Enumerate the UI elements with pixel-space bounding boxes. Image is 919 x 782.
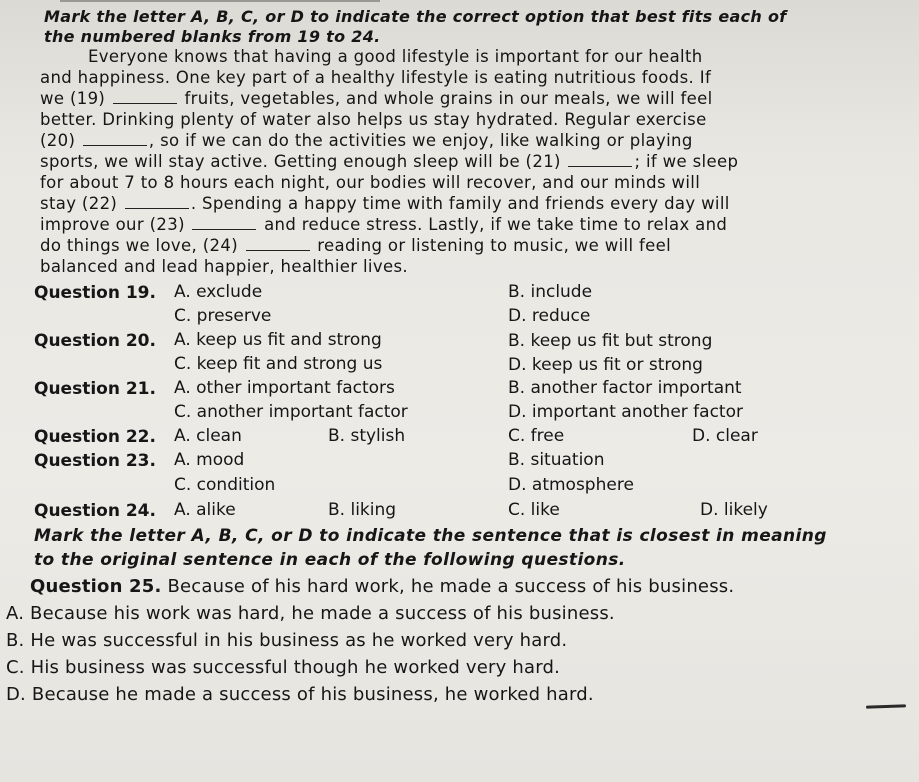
option-d[interactable]: D. reduce (508, 306, 591, 326)
option-a[interactable]: A. keep us fit and strong (174, 330, 382, 350)
passage-text: improve our (23) (40, 215, 185, 234)
passage-line (40, 89, 713, 108)
option-d[interactable]: D. clear (692, 426, 758, 446)
passage-text: sports, we will stay active. Getting enough sleep will be (21) (40, 152, 561, 171)
blank-21 (568, 165, 632, 167)
option-b[interactable]: B. liking (328, 500, 397, 520)
blank-19 (113, 102, 177, 104)
option-c[interactable]: C. free (508, 426, 565, 446)
blank-23 (192, 228, 256, 230)
passage-text: , so if we can do the activities we enjoy, like walking or playing (148, 131, 693, 150)
passage-text: ; if we sleep (634, 152, 739, 171)
question-label: Question 23. (34, 451, 156, 471)
blank-24 (246, 249, 310, 251)
pen-mark (866, 704, 906, 708)
question-stem: Because of his hard work, he made a success of his business. (167, 576, 735, 597)
option-a[interactable]: A. Because his work was hard, he made a success of his business. (6, 603, 615, 624)
question-label: Question 22. (34, 427, 156, 447)
option-a[interactable]: A. other important factors (174, 378, 395, 398)
option-a[interactable]: A. mood (174, 450, 245, 470)
option-d[interactable]: D. important another factor (508, 402, 743, 422)
passage-line: Everyone knows that having a good lifestyle is important for our health (88, 47, 703, 66)
passage-line (40, 194, 730, 213)
option-c[interactable]: C. His business was successful though he worked very hard. (6, 657, 561, 678)
passage-text: reading or listening to music, we will feel (317, 236, 672, 255)
question-25-line (30, 576, 734, 597)
option-a[interactable]: A. exclude (174, 282, 263, 302)
blank-20 (83, 144, 147, 146)
option-c[interactable]: C. keep fit and strong us (174, 354, 383, 374)
passage-line: and happiness. One key part of a healthy lifestyle is eating nutritious foods. If (40, 68, 712, 87)
instruction-line-1: Mark the letter A, B, C, or D to indicate the correct option that best fits each of (44, 7, 787, 26)
option-a[interactable]: A. alike (174, 500, 236, 520)
instruction-line-4: to the original sentence in each of the following questions. (34, 550, 626, 570)
option-b[interactable]: B. situation (508, 450, 605, 470)
passage-text: do things we love, (24) (40, 236, 238, 255)
option-c[interactable]: C. preserve (174, 306, 272, 326)
passage-text: stay (22) (40, 194, 118, 213)
passage-text: and reduce stress. Lastly, if we take time to relax and (264, 215, 728, 234)
option-d[interactable]: D. likely (700, 500, 768, 520)
instruction-line-3: Mark the letter A, B, C, or D to indicate the sentence that is closest in meaning (34, 526, 827, 546)
option-b[interactable]: B. He was successful in his business as he worked very hard. (6, 630, 568, 651)
instruction-line-2: the numbered blanks from 19 to 24. (44, 27, 381, 46)
passage-text: fruits, vegetables, and whole grains in our meals, we will feel (184, 89, 713, 108)
option-b[interactable]: B. another factor important (508, 378, 742, 398)
passage-text: we (19) (40, 89, 106, 108)
option-c[interactable]: C. another important factor (174, 402, 408, 422)
option-b[interactable]: B. stylish (328, 426, 406, 446)
passage-line (40, 131, 693, 150)
passage-line (40, 152, 738, 171)
passage-line (40, 236, 671, 255)
passage-text: (20) (40, 131, 76, 150)
question-label: Question 19. (34, 283, 156, 303)
option-c[interactable]: C. condition (174, 475, 276, 495)
option-b[interactable]: B. include (508, 282, 593, 302)
question-label: Question 24. (34, 501, 156, 521)
question-label: Question 20. (34, 331, 156, 351)
option-d[interactable]: D. Because he made a success of his business, he worked hard. (6, 684, 594, 705)
passage-line: better. Drinking plenty of water also helps us stay hydrated. Regular exercise (40, 110, 707, 129)
blank-22 (125, 207, 189, 209)
passage-line (40, 215, 727, 234)
passage-text: . Spending a happy time with family and friends every day will (190, 194, 730, 213)
option-a[interactable]: A. clean (174, 426, 242, 446)
option-d[interactable]: D. atmosphere (508, 475, 634, 495)
option-b[interactable]: B. keep us fit but strong (508, 331, 713, 351)
question-label: Question 25. (30, 576, 162, 597)
passage-line: for about 7 to 8 hours each night, our bodies will recover, and our minds will (40, 173, 701, 192)
option-c[interactable]: C. like (508, 500, 560, 520)
question-label: Question 21. (34, 379, 156, 399)
option-d[interactable]: D. keep us fit or strong (508, 355, 703, 375)
passage-line: balanced and lead happier, healthier lives. (40, 257, 409, 276)
